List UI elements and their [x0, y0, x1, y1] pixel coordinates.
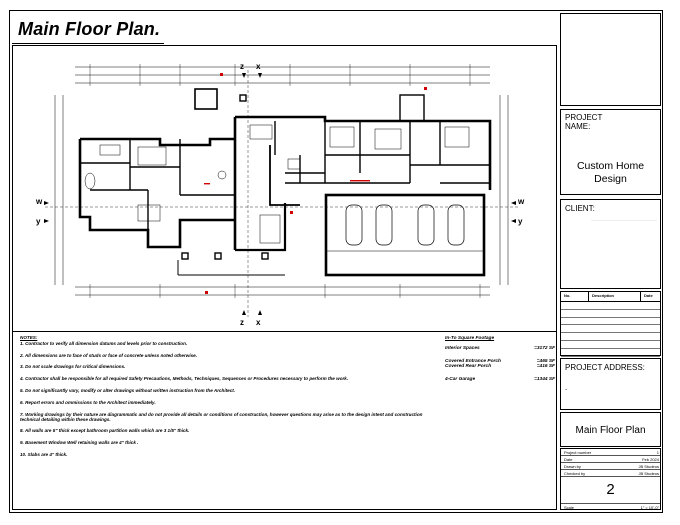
sf-value: =416 SF: [536, 364, 555, 369]
sf-label: 4-Car Garage: [445, 377, 476, 382]
note-item: 2. All dimensions are to face of studs or face of concrete unless noted otherwise.: [20, 352, 197, 358]
info-key: Project number: [564, 450, 592, 455]
revision-col-no: No.: [561, 292, 589, 301]
client-line: [591, 220, 657, 221]
sf-label: Interior Spaces: [445, 346, 480, 351]
square-footage-heading: In-To Square Footage: [445, 336, 495, 341]
info-row-scale: [561, 503, 660, 510]
page-title: Main Floor Plan.: [18, 19, 161, 39]
section-marker-w-right: w: [518, 197, 525, 206]
sf-value: =3172 SF: [534, 346, 555, 351]
revision-table: [560, 291, 661, 356]
project-address-box: [560, 358, 661, 410]
floor-plan-drawing: [30, 55, 530, 330]
info-value: Feb 2024: [642, 457, 659, 462]
revision-row: [561, 318, 660, 326]
sheet-title: Main Floor Plan: [575, 425, 646, 436]
project-name-label: PROJECT NAME:: [565, 113, 603, 131]
revision-row: [561, 302, 660, 310]
info-value: JB Studeos: [638, 464, 659, 469]
info-value: 1" = 10'-0": [640, 505, 659, 510]
revision-row: [561, 349, 660, 357]
section-marker-y-right: y: [518, 217, 523, 226]
revision-rows: [561, 302, 660, 363]
info-value: 1: [656, 450, 659, 455]
square-footage-row: [445, 346, 555, 351]
square-footage-table: [445, 336, 555, 382]
info-row-date: [561, 456, 660, 463]
note-item: 4. Contractor shall be responsible for all required Safety Precautions, Methods, Techniques, Sequences or Procedures necessary to perform the work.: [20, 376, 349, 382]
info-key: Checked by: [564, 471, 586, 476]
revision-row: [561, 341, 660, 349]
note-item: 5. Do not significantly vary, modify or alter drawings without written instruction from the Architect.: [20, 388, 236, 394]
note-item: 3. Do not scale drawings for critical dimensions.: [20, 364, 126, 370]
note-item: 7. Working drawings by their nature are diagrammatic and do not provide all details or conditions of construction, however questions may arise as to the design intent and construction technical detailing within these drawings.: [20, 411, 423, 422]
logo-box: [560, 13, 661, 106]
client-box: [560, 199, 661, 289]
notes-divider: [12, 331, 557, 332]
section-marker-w-left: w: [36, 197, 43, 206]
square-footage-row: [445, 377, 555, 382]
client-label: CLIENT:: [565, 204, 595, 213]
revision-col-date: Date: [644, 293, 653, 298]
section-marker-z-bottom: z: [240, 318, 244, 327]
project-address-value: .: [565, 383, 568, 392]
section-marker-y-left: y: [36, 217, 41, 226]
note-item: 1. Contractor to verify all dimension datums and levels prior to construction.: [20, 340, 188, 346]
sf-value: =465 SF: [536, 359, 555, 364]
info-key: Drawn by: [564, 464, 581, 469]
info-key: Date: [564, 457, 573, 462]
section-marker-x-top: x: [256, 62, 261, 71]
revision-row: [561, 333, 660, 341]
square-footage-row: [445, 364, 555, 369]
info-row-drawn-by: [561, 463, 660, 470]
project-address-label: PROJECT ADDRESS:: [565, 363, 645, 372]
revision-row: [561, 325, 660, 333]
note-item: 10. Slabs are 4" thick.: [20, 451, 68, 457]
note-item: 9. Basement Window Well retaining walls are 4" thick .: [20, 440, 139, 446]
revision-header: [561, 292, 660, 302]
project-name: Custom Home Design: [576, 160, 645, 185]
section-marker-z-top: z: [240, 62, 244, 71]
section-marker-x-bottom: x: [256, 318, 261, 327]
sf-value: =1344 SF: [534, 377, 555, 382]
note-item: 6. Report errors and ommissions to the Architect immediately.: [20, 399, 156, 405]
sf-label: Covered Rear Porch: [445, 364, 492, 369]
notes-heading: NOTES:: [20, 335, 38, 340]
sheet-info-box: [560, 448, 661, 510]
general-notes: [20, 336, 430, 458]
revision-row: [561, 310, 660, 318]
info-key: Scale: [564, 505, 575, 510]
sheet-title-box: [560, 412, 661, 447]
info-row-checked-by: [561, 470, 660, 477]
project-name-box: [560, 109, 661, 195]
sheet-number: 2: [606, 481, 615, 498]
info-row-project-number: [561, 449, 660, 456]
info-value: JB Studeos: [638, 471, 659, 476]
revision-col-description: Description: [589, 292, 641, 301]
sf-label: Covered Entrance Porch: [445, 359, 501, 364]
note-item: 8. All walls are 5" thick except bathroom partition walls which are 3 1/5" thick.: [20, 428, 190, 434]
